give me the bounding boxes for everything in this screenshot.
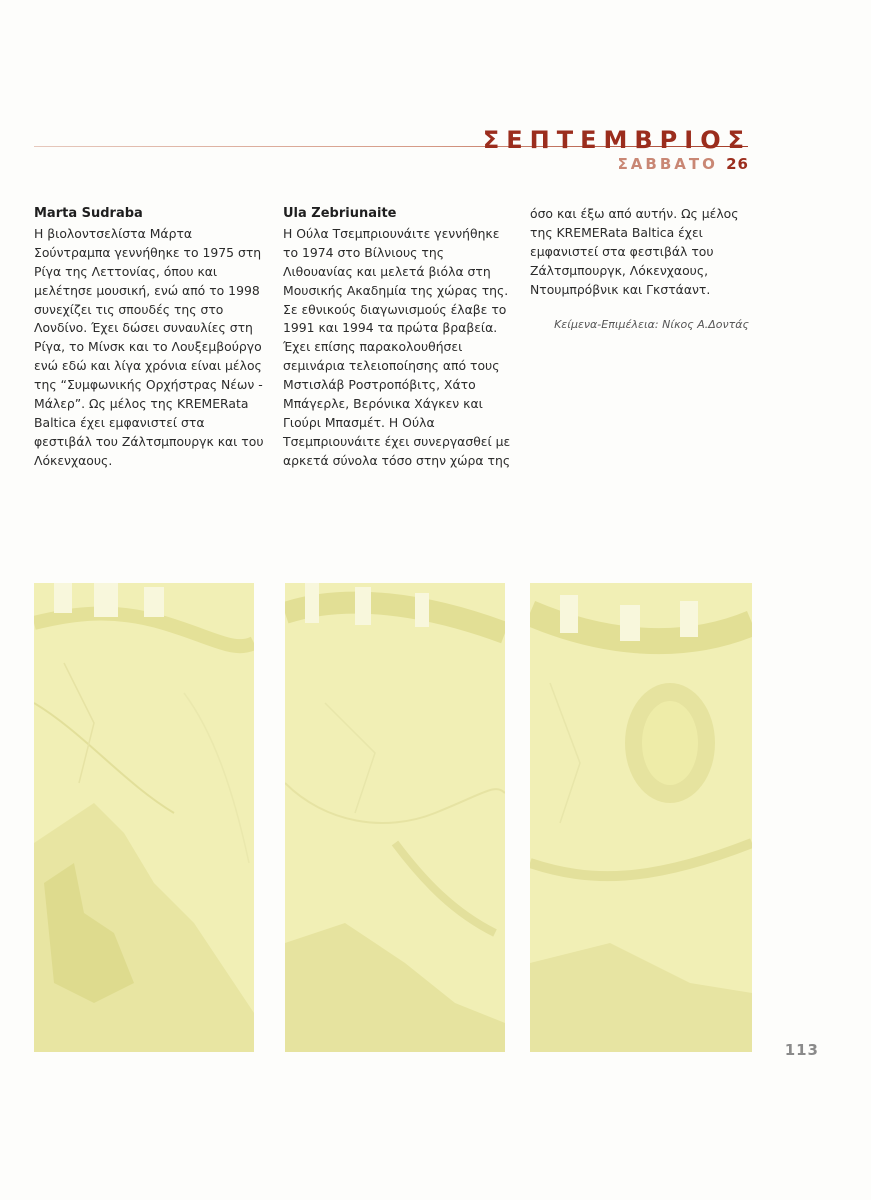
- painting-fragment-image: [530, 583, 752, 1052]
- credit-line: Κείμενα-Επιμέλεια: Νίκος Α.Δοντάς: [554, 318, 749, 331]
- painting-fragment-image: [285, 583, 505, 1052]
- article-text: Η βιολοντσελίστα Μάρτα Σούντραμπα γεννήθηκε το 1975 στη Ρίγα της Λεττονίας, όπου και μελέτησε μουσική, ενώ από το 1998 συνεχίζει τις σπουδές της στο Λονδίνο. Έχει δώσει συναυλίες στη Ρίγα, το Μίνσκ και το Λουξεμβούργο ενώ εδώ και λίγα χρόνια είναι μέλος της “Συμφωνικής Ορχήστρας Νέων - Μάλερ”. Ως μέλος της KREMERata Baltica έχει εμφανιστεί στα φεστιβάλ του Ζάλτσμπουργκ και του Λόκενχαους.: [34, 225, 264, 468]
- article-column-2: [283, 205, 515, 471]
- decorative-panel-2: [285, 583, 505, 1052]
- page-number: 113: [784, 1041, 819, 1059]
- article-name: Ula Zebriunaite: [283, 206, 397, 221]
- decorative-panel-3: [530, 583, 752, 1052]
- day-number: 26: [726, 155, 749, 173]
- article-column-1: [34, 205, 266, 471]
- article-name: Marta Sudraba: [34, 206, 143, 221]
- month-title: ΣΕΠΤΕΜΒΡΙΟΣ: [482, 126, 751, 154]
- article-text: όσο και έξω από αυτήν. Ως μέλος της KREMERata Baltica έχει εμφανιστεί στα φεστιβάλ του Ζάλτσμπουργκ, Λόκενχαους, Ντουμπρόβνικ και Γκστάαντ.: [530, 206, 739, 297]
- painting-fragment-image: [34, 583, 254, 1052]
- article-text: Η Ούλα Τσεμπριουνάιτε γεννήθηκε το 1974 στο Βίλνιους της Λιθουανίας και μελετά βιόλα στη Μουσικής Ακαδημία της χώρας της. Σε εθνικούς διαγωνισμούς έλαβε το 1991 και 1994 τα πρώτα βραβεία. Έχει επίσης παρακολουθήσει σεμινάρια τελειοποίησης από τους Μστισλάβ Ροστροπόβιτς, Χάτο Μπάγερλε, Βερόνικα Χάγκεν και Γιούρι Μπασμέτ. Η Ούλα Τσεμπριουνάιτε έχει συνεργασθεί με αρκετά σύνολα τόσο στην χώρα της: [283, 225, 511, 468]
- article-column-3: [530, 205, 758, 300]
- date-line: [618, 155, 749, 173]
- decorative-panel-1: [34, 583, 254, 1052]
- weekday-label: ΣΑΒΒΑΤΟ: [617, 155, 718, 173]
